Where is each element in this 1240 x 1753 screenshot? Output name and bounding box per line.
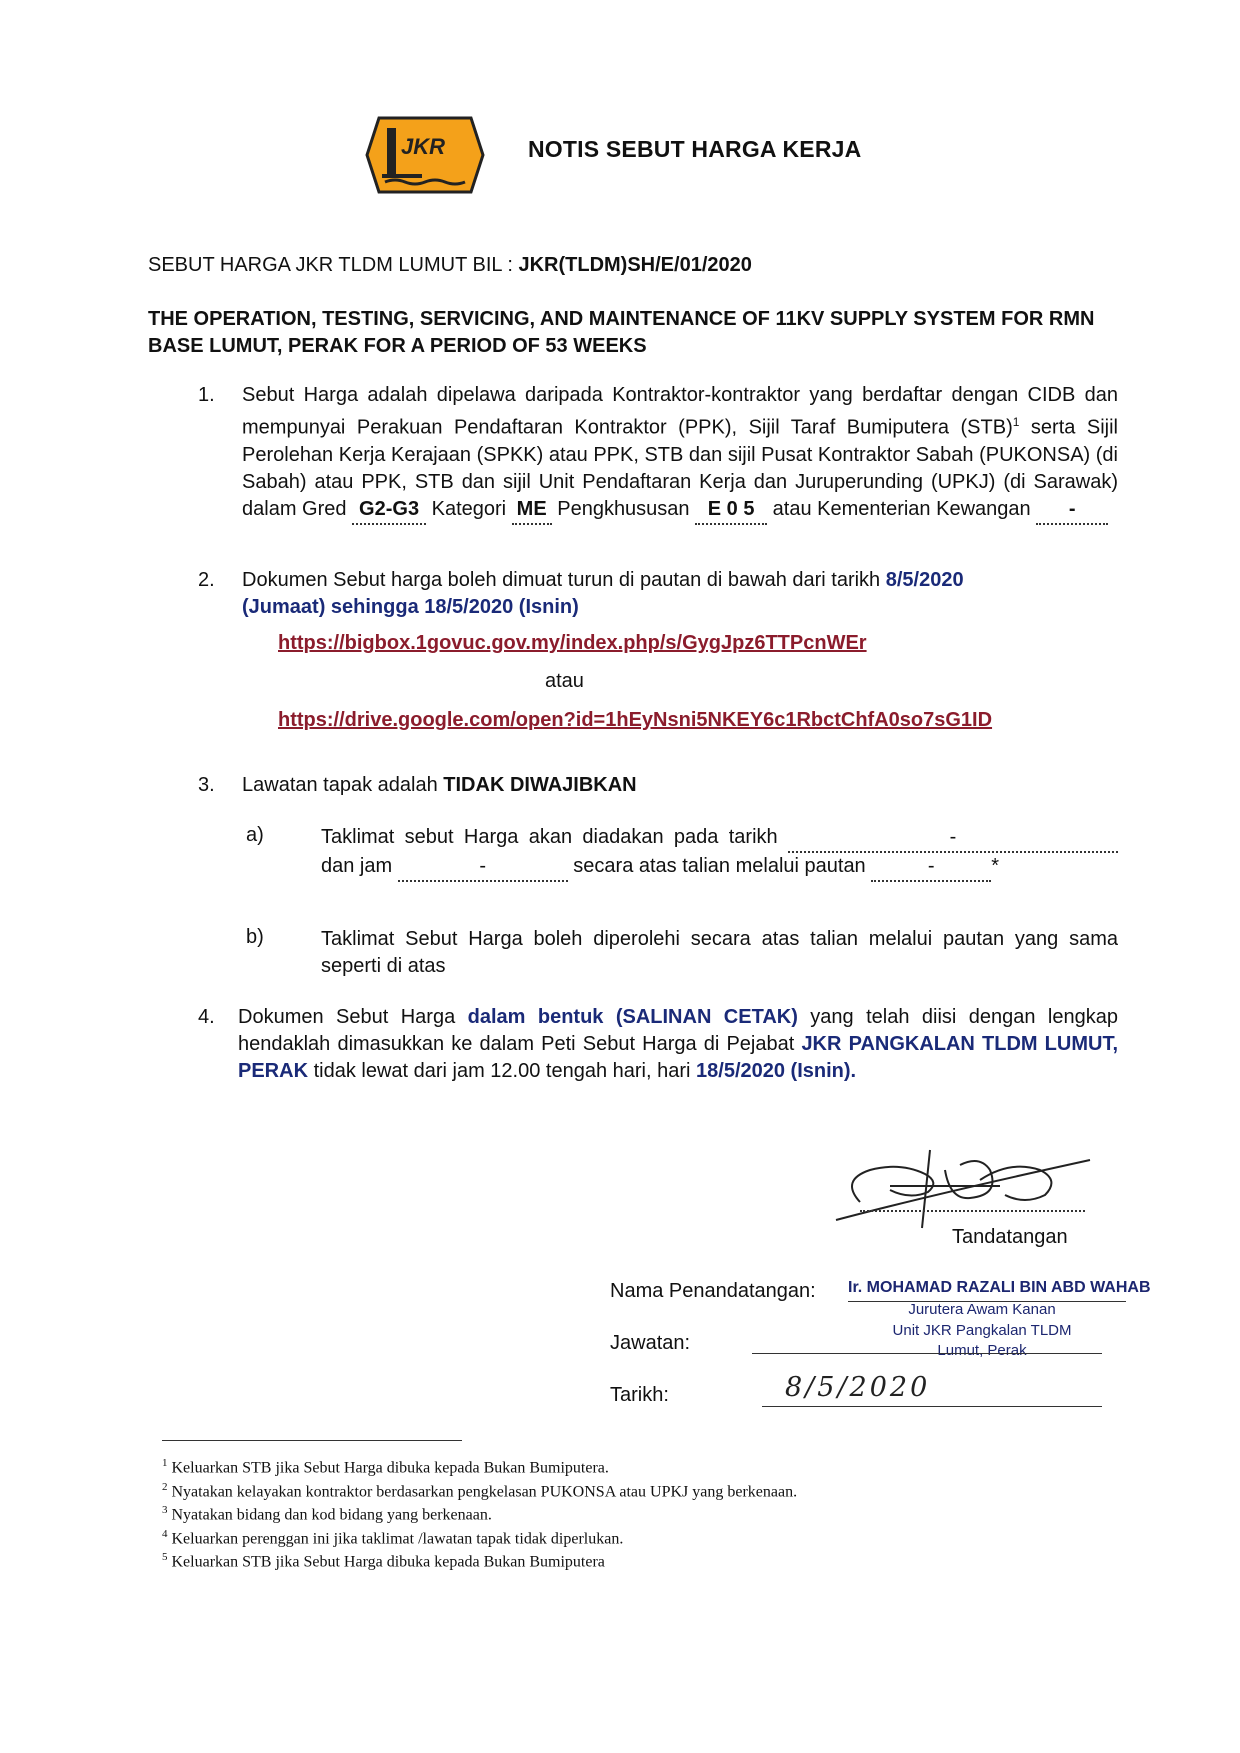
item-3-number: 3. <box>198 774 215 796</box>
footnote-4-text: Keluarkan perenggan ini jika taklimat /lawatan tapak tidak diperlukan. <box>167 1530 624 1548</box>
signer-name-label: Nama Penandatangan: <box>610 1280 816 1302</box>
footnote-1-text: Keluarkan STB jika Sebut Harga dibuka kepada Bukan Bumiputera. <box>167 1459 609 1477</box>
footnote-3 <box>162 1504 492 1524</box>
download-link-bigbox[interactable]: https://bigbox.1govuc.gov.my/index.php/s/GygJpz6TTPcnWEr <box>278 632 867 654</box>
footnote-1 <box>162 1457 609 1477</box>
date-label: Tarikh: <box>610 1384 669 1406</box>
footnote-1-number: 1 <box>162 1457 168 1469</box>
footnote-5-number: 5 <box>162 1551 168 1563</box>
reference-number: JKR(TLDM)SH/E/01/2020 <box>518 254 752 276</box>
handwritten-signature <box>830 1140 1100 1230</box>
item-3a-text3: secara atas talian melalui pautan <box>573 855 866 877</box>
position-label: Jawatan: <box>610 1332 691 1354</box>
date-from: 8/5/2020 <box>885 569 964 591</box>
date-line <box>762 1406 1102 1407</box>
footnote-5 <box>162 1551 605 1571</box>
footnote-2-text: Nyatakan kelayakan kontraktor berdasarkan pengkelasan PUKONSA atau UPKJ yang berkenaan. <box>167 1483 798 1501</box>
item-3a-label: a) <box>246 824 264 846</box>
item-2-text-a: Dokumen Sebut harga boleh dimuat turun di pautan di bawah dari tarikh <box>242 569 886 591</box>
footnote-5-text: Keluarkan STB jika Sebut Harga dibuka kepada Bukan Bumiputera <box>167 1553 605 1571</box>
item-4-bold-c: 18/5/2020 (Isnin). <box>696 1060 857 1082</box>
footnote-2-number: 2 <box>162 1481 168 1493</box>
position-line <box>752 1353 1102 1354</box>
download-link-google-drive[interactable]: https://drive.google.com/open?id=1hEyNsni5NKEY6c1RbctChfA0so7sG1ID <box>278 709 993 731</box>
jkr-logo <box>365 116 485 194</box>
position-stamp-line3: Lumut, Perak <box>937 1342 1027 1359</box>
item-1-number: 1. <box>198 384 215 406</box>
footnote-3-number: 3 <box>162 1504 168 1516</box>
item-1-text-c: Kategori <box>426 497 512 520</box>
item-3-bold: TIDAK DIWAJIBKAN <box>443 774 637 796</box>
item-1-text-d: Pengkhususan <box>551 497 696 520</box>
svg-text:JKR: JKR <box>401 134 446 159</box>
footnote-3-text: Nyatakan bidang dan kod bidang yang berkenaan. <box>167 1506 492 1524</box>
footnote-2 <box>162 1481 797 1501</box>
item-1-text-a: Sebut Harga adalah dipelawa daripada Kontraktor-kontraktor yang berdaftar dengan CIDB dan mempunyai Perakuan Pendaftaran Kontraktor (PPK), Sijil Taraf Bumiputera (STB) <box>242 384 1118 439</box>
page-title: NOTIS SEBUT HARGA KERJA <box>528 136 862 162</box>
item-3a-text2: dan jam <box>321 855 393 877</box>
asterisk: * <box>991 855 1000 877</box>
item-4-text-c: tidak lewat dari jam 12.00 tengah hari, hari <box>308 1060 697 1082</box>
item-4-bold-b: JKR PANGKALAN TLDM LUMUT, PERAK <box>238 1033 1118 1082</box>
item-4-bold-a: dalam bentuk (SALINAN CETAK) <box>467 1006 798 1028</box>
item-1-text <box>242 382 1118 525</box>
footnote-4-number: 4 <box>162 1528 168 1540</box>
signer-name-stamp: Ir. MOHAMAD RAZALI BIN ABD WAHAB <box>848 1279 1151 1296</box>
gred-value: G2-G3 <box>352 496 426 525</box>
project-title: THE OPERATION, TESTING, SERVICING, AND MAINTENANCE OF 11KV SUPPLY SYSTEM FOR RMN BASE LUMUT, PERAK FOR A PERIOD OF 53 WEEKS <box>148 308 1095 357</box>
reference-prefix: SEBUT HARGA JKR TLDM LUMUT BIL : <box>148 254 519 276</box>
signature-line <box>860 1210 1085 1212</box>
signature-label: Tandatangan <box>952 1226 1068 1248</box>
footnote-4 <box>162 1528 623 1548</box>
reference-line <box>148 254 752 277</box>
item-1-text-e: atau Kementerian Kewangan <box>767 497 1037 520</box>
handwritten-date: 8/5/2020 <box>785 1372 931 1403</box>
kewangan-value: - <box>1036 496 1108 525</box>
item-2-text <box>242 567 1118 621</box>
footnote-ref-1: 1 <box>1012 415 1020 429</box>
item-3-text-a: Lawatan tapak adalah <box>242 774 444 796</box>
item-3a-text <box>321 824 1118 882</box>
position-stamp-line1: Jurutera Awam Kanan <box>908 1301 1056 1318</box>
item-4-text <box>238 1004 1118 1085</box>
briefing-link-blank: - <box>871 853 991 882</box>
item-3b-label: b) <box>246 926 264 948</box>
item-4-text-a: Dokumen Sebut Harga <box>238 1006 468 1028</box>
briefing-date-blank: - <box>788 824 1118 853</box>
or-text: atau <box>545 670 584 692</box>
briefing-time-blank: - <box>398 853 568 882</box>
item-3-text <box>242 772 1118 799</box>
kategori-value: ME <box>512 496 552 525</box>
item-1-text-b: serta Sijil Perolehan Kerja Kerajaan (SPKK) atau PPK, STB dan sijil Pusat Kontraktor Sabah (PUKONSA) (di Sabah) atau PPK, STB dan sijil Unit Pendaftaran Kerja dan Juruperunding (UPKJ) (di Sarawak) dalam Gred <box>242 416 1118 520</box>
date-range: (Jumaat) sehingga 18/5/2020 (Isnin) <box>242 596 579 618</box>
item-3a-text1: Taklimat sebut Harga akan diadakan pada tarikh <box>321 826 778 848</box>
item-4-text-b: yang telah diisi dengan lengkap hendaklah dimasukkan ke dalam Peti Sebut Harga di Pejabat <box>238 1006 1118 1055</box>
footnote-separator <box>162 1440 462 1441</box>
item-2-number: 2. <box>198 569 215 591</box>
position-stamp-line2: Unit JKR Pangkalan TLDM <box>892 1322 1072 1339</box>
pengkhususan-value: E 0 5 <box>695 496 767 525</box>
item-3b-text: Taklimat Sebut Harga boleh diperolehi secara atas talian melalui pautan yang sama seperti di atas <box>321 928 1118 977</box>
item-4-number: 4. <box>198 1006 215 1028</box>
